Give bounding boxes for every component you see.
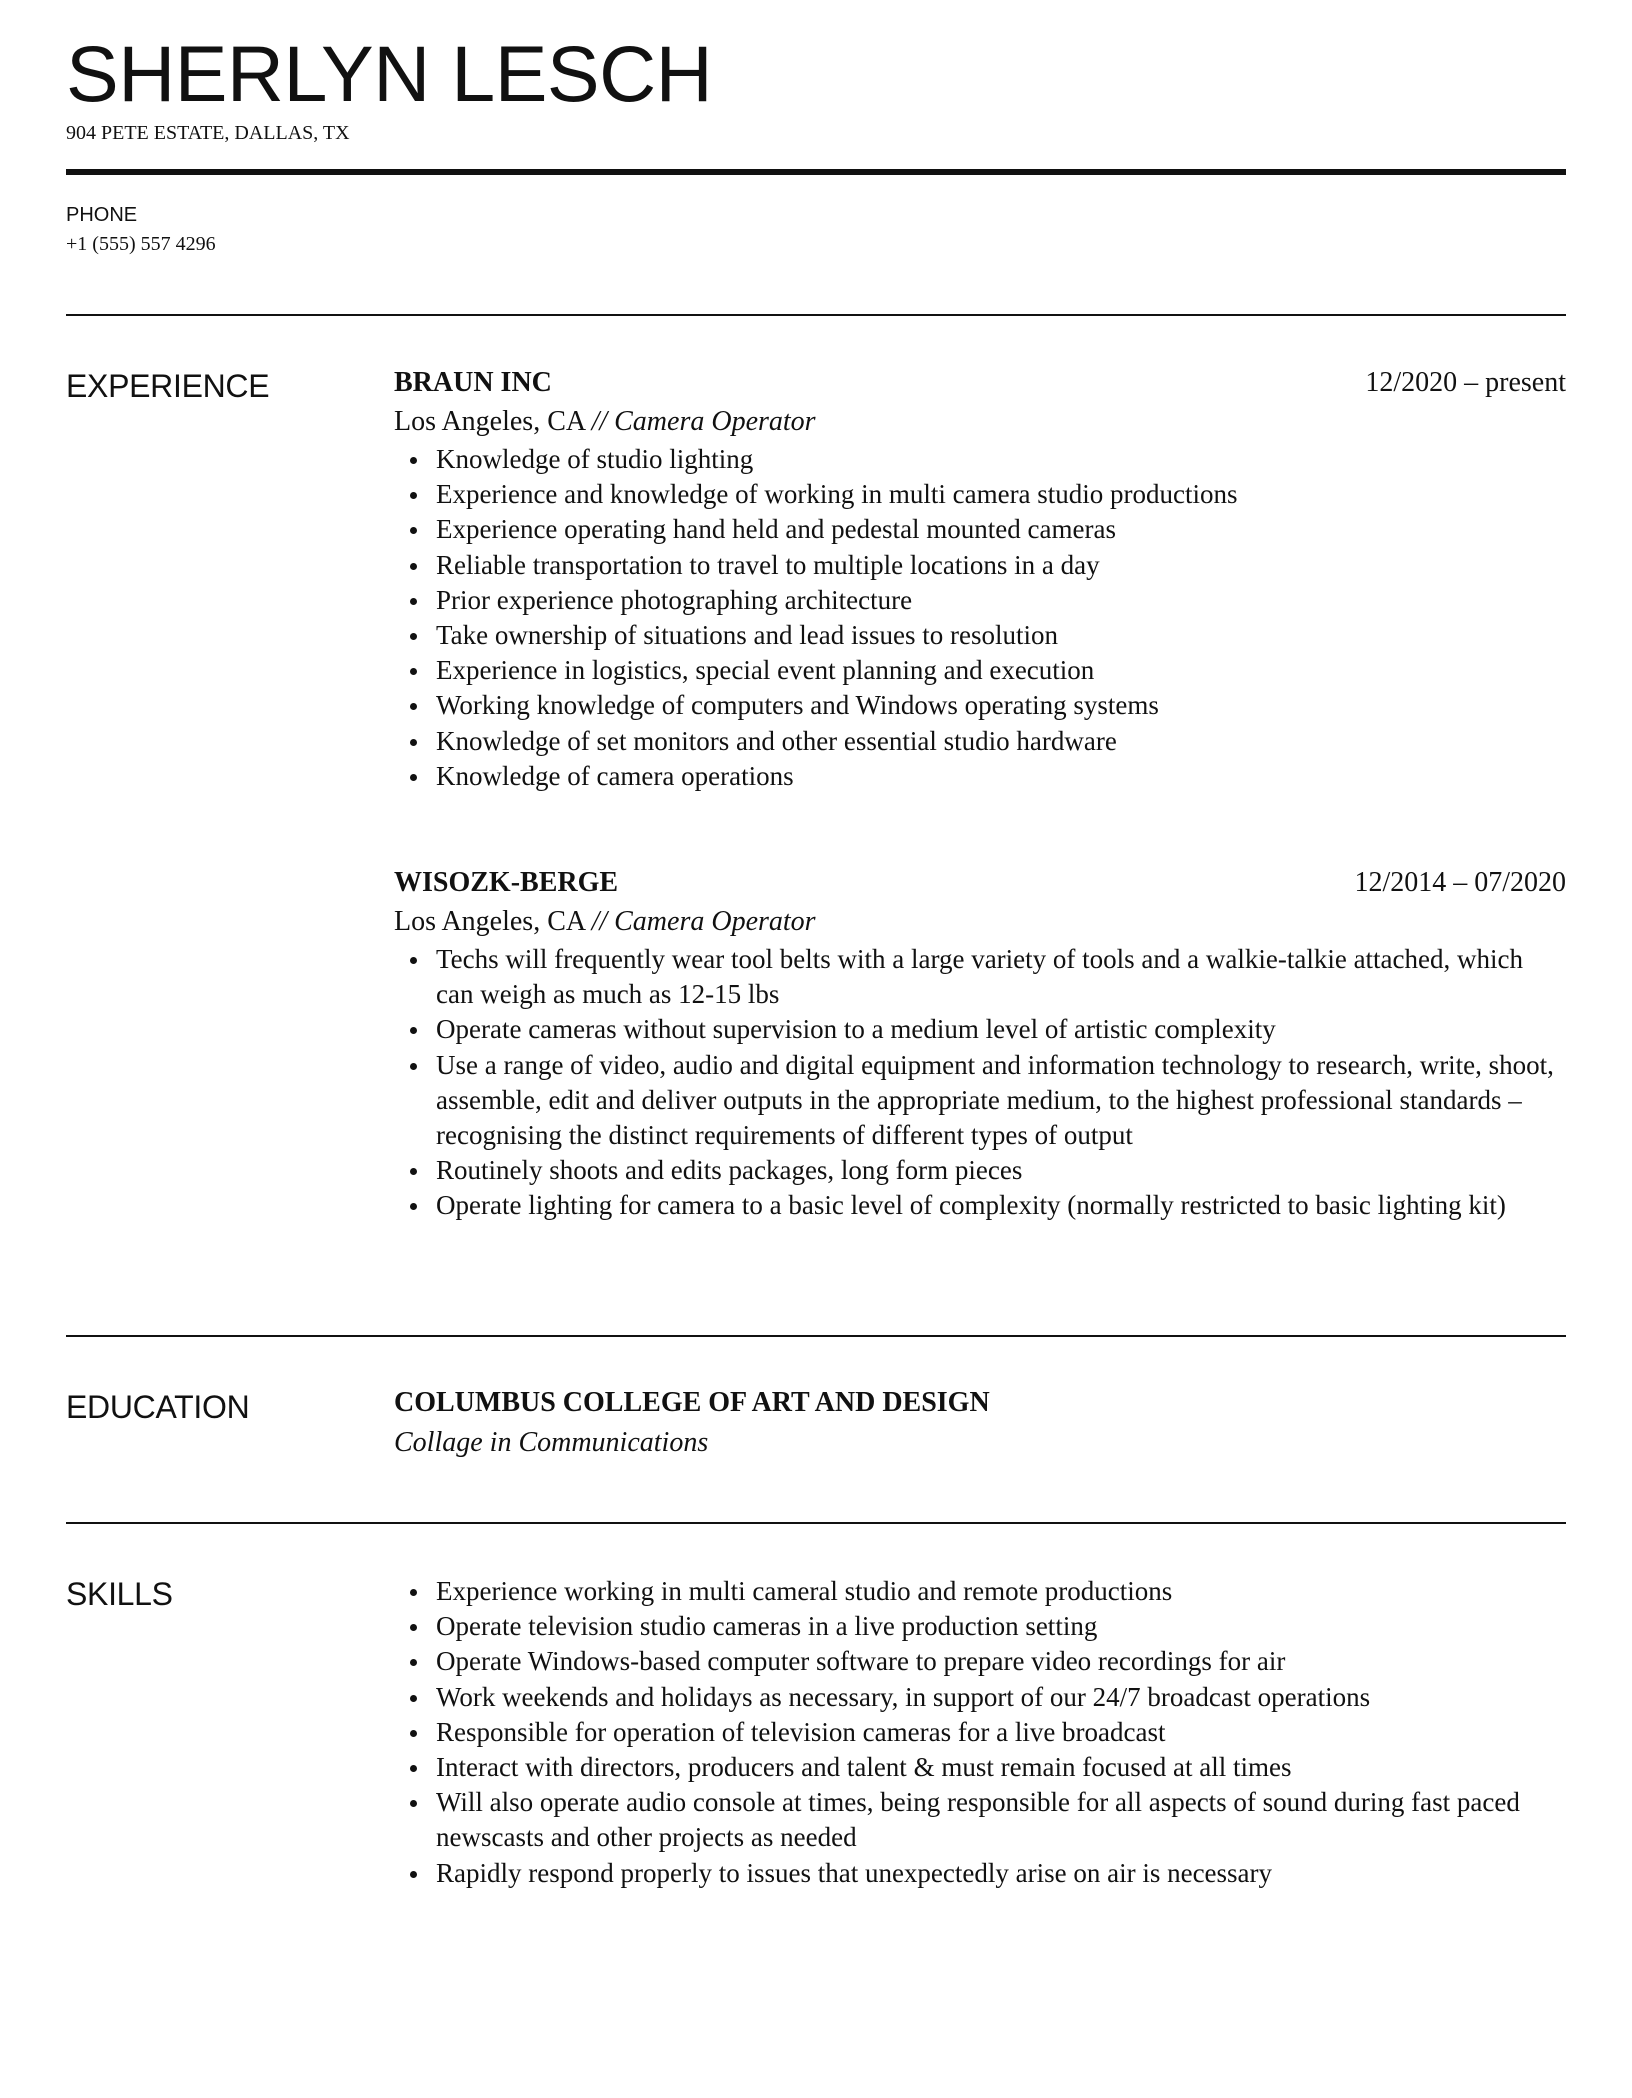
skills-heading: SKILLS [66,1576,173,1612]
section-divider [66,1335,1566,1337]
list-item: Routinely shoots and edits packages, long form pieces [394,1153,1566,1188]
meta-separator: // [591,906,608,937]
list-item: Responsible for operation of television cameras for a live broadcast [394,1715,1566,1750]
list-item: Operate cameras without supervision to a medium level of artistic complexity [394,1012,1566,1047]
job-bullets [394,942,1566,1224]
section-divider [66,1522,1566,1524]
list-item: Experience in logistics, special event planning and execution [394,653,1566,688]
list-item: Take ownership of situations and lead issues to resolution [394,618,1566,653]
list-item: Techs will frequently wear tool belts with a large variety of tools and a walkie-talkie attached, which can weigh as much as 12-15 lbs [394,942,1566,1012]
list-item: Experience and knowledge of working in multi camera studio productions [394,477,1566,512]
phone-number: +1 (555) 557 4296 [66,233,216,255]
list-item: Knowledge of studio lighting [394,442,1566,477]
job-location: Los Angeles, CA [394,406,585,437]
job-dates: 12/2014 – 07/2020 [1354,867,1566,898]
job-role: Camera Operator [614,906,816,937]
list-item: Rapidly respond properly to issues that unexpectedly arise on air is necessary [394,1856,1566,1891]
list-item: Interact with directors, producers and talent & must remain focused at all times [394,1750,1566,1785]
job-meta [394,902,1566,941]
degree: Collage in Communications [394,1427,709,1458]
job-header [394,863,1566,902]
list-item: Reliable transportation to travel to multiple locations in a day [394,548,1566,583]
list-item: Working knowledge of computers and Windows operating systems [394,688,1566,723]
education-entry [394,1383,1566,1463]
job-meta [394,402,1566,441]
education-heading: EDUCATION [66,1389,250,1425]
list-item: Will also operate audio console at times, being responsible for all aspects of sound during fast paced newscasts and other projects as needed [394,1785,1566,1855]
job-header [394,363,1566,402]
job-entry [394,363,1566,794]
list-item: Prior experience photographing architecture [394,583,1566,618]
candidate-name: SHERLYN LESCH [66,29,713,118]
job-bullets [394,442,1566,794]
list-item: Knowledge of set monitors and other essential studio hardware [394,724,1566,759]
job-dates: 12/2020 – present [1365,367,1566,398]
company-name: BRAUN INC [394,367,552,398]
job-role: Camera Operator [614,406,816,437]
job-entry [394,863,1566,1224]
company-name: WISOZK-BERGE [394,867,619,898]
list-item: Use a range of video, audio and digital equipment and information technology to research, write, shoot, assemble, edit and deliver outputs in the appropriate medium, to the highest professional standards – recognising the distinct requirements of different types of output [394,1048,1566,1154]
job-location: Los Angeles, CA [394,906,585,937]
section-divider [66,314,1566,316]
list-item: Work weekends and holidays as necessary, in support of our 24/7 broadcast operations [394,1680,1566,1715]
experience-heading: EXPERIENCE [66,368,270,404]
skills-list-container [394,1574,1566,1891]
header-divider [66,169,1566,175]
list-item: Knowledge of camera operations [394,759,1566,794]
list-item: Operate Windows-based computer software to prepare video recordings for air [394,1644,1566,1679]
address: 904 PETE ESTATE, DALLAS, TX [66,122,350,144]
list-item: Experience operating hand held and pedestal mounted cameras [394,512,1566,547]
list-item: Operate lighting for camera to a basic level of complexity (normally restricted to basic lighting kit) [394,1188,1566,1223]
phone-label: PHONE [66,204,138,226]
list-item: Experience working in multi cameral studio and remote productions [394,1574,1566,1609]
school-name: COLUMBUS COLLEGE OF ART AND DESIGN [394,1387,990,1418]
skills-list [394,1574,1566,1891]
list-item: Operate television studio cameras in a live production setting [394,1609,1566,1644]
meta-separator: // [591,406,608,437]
